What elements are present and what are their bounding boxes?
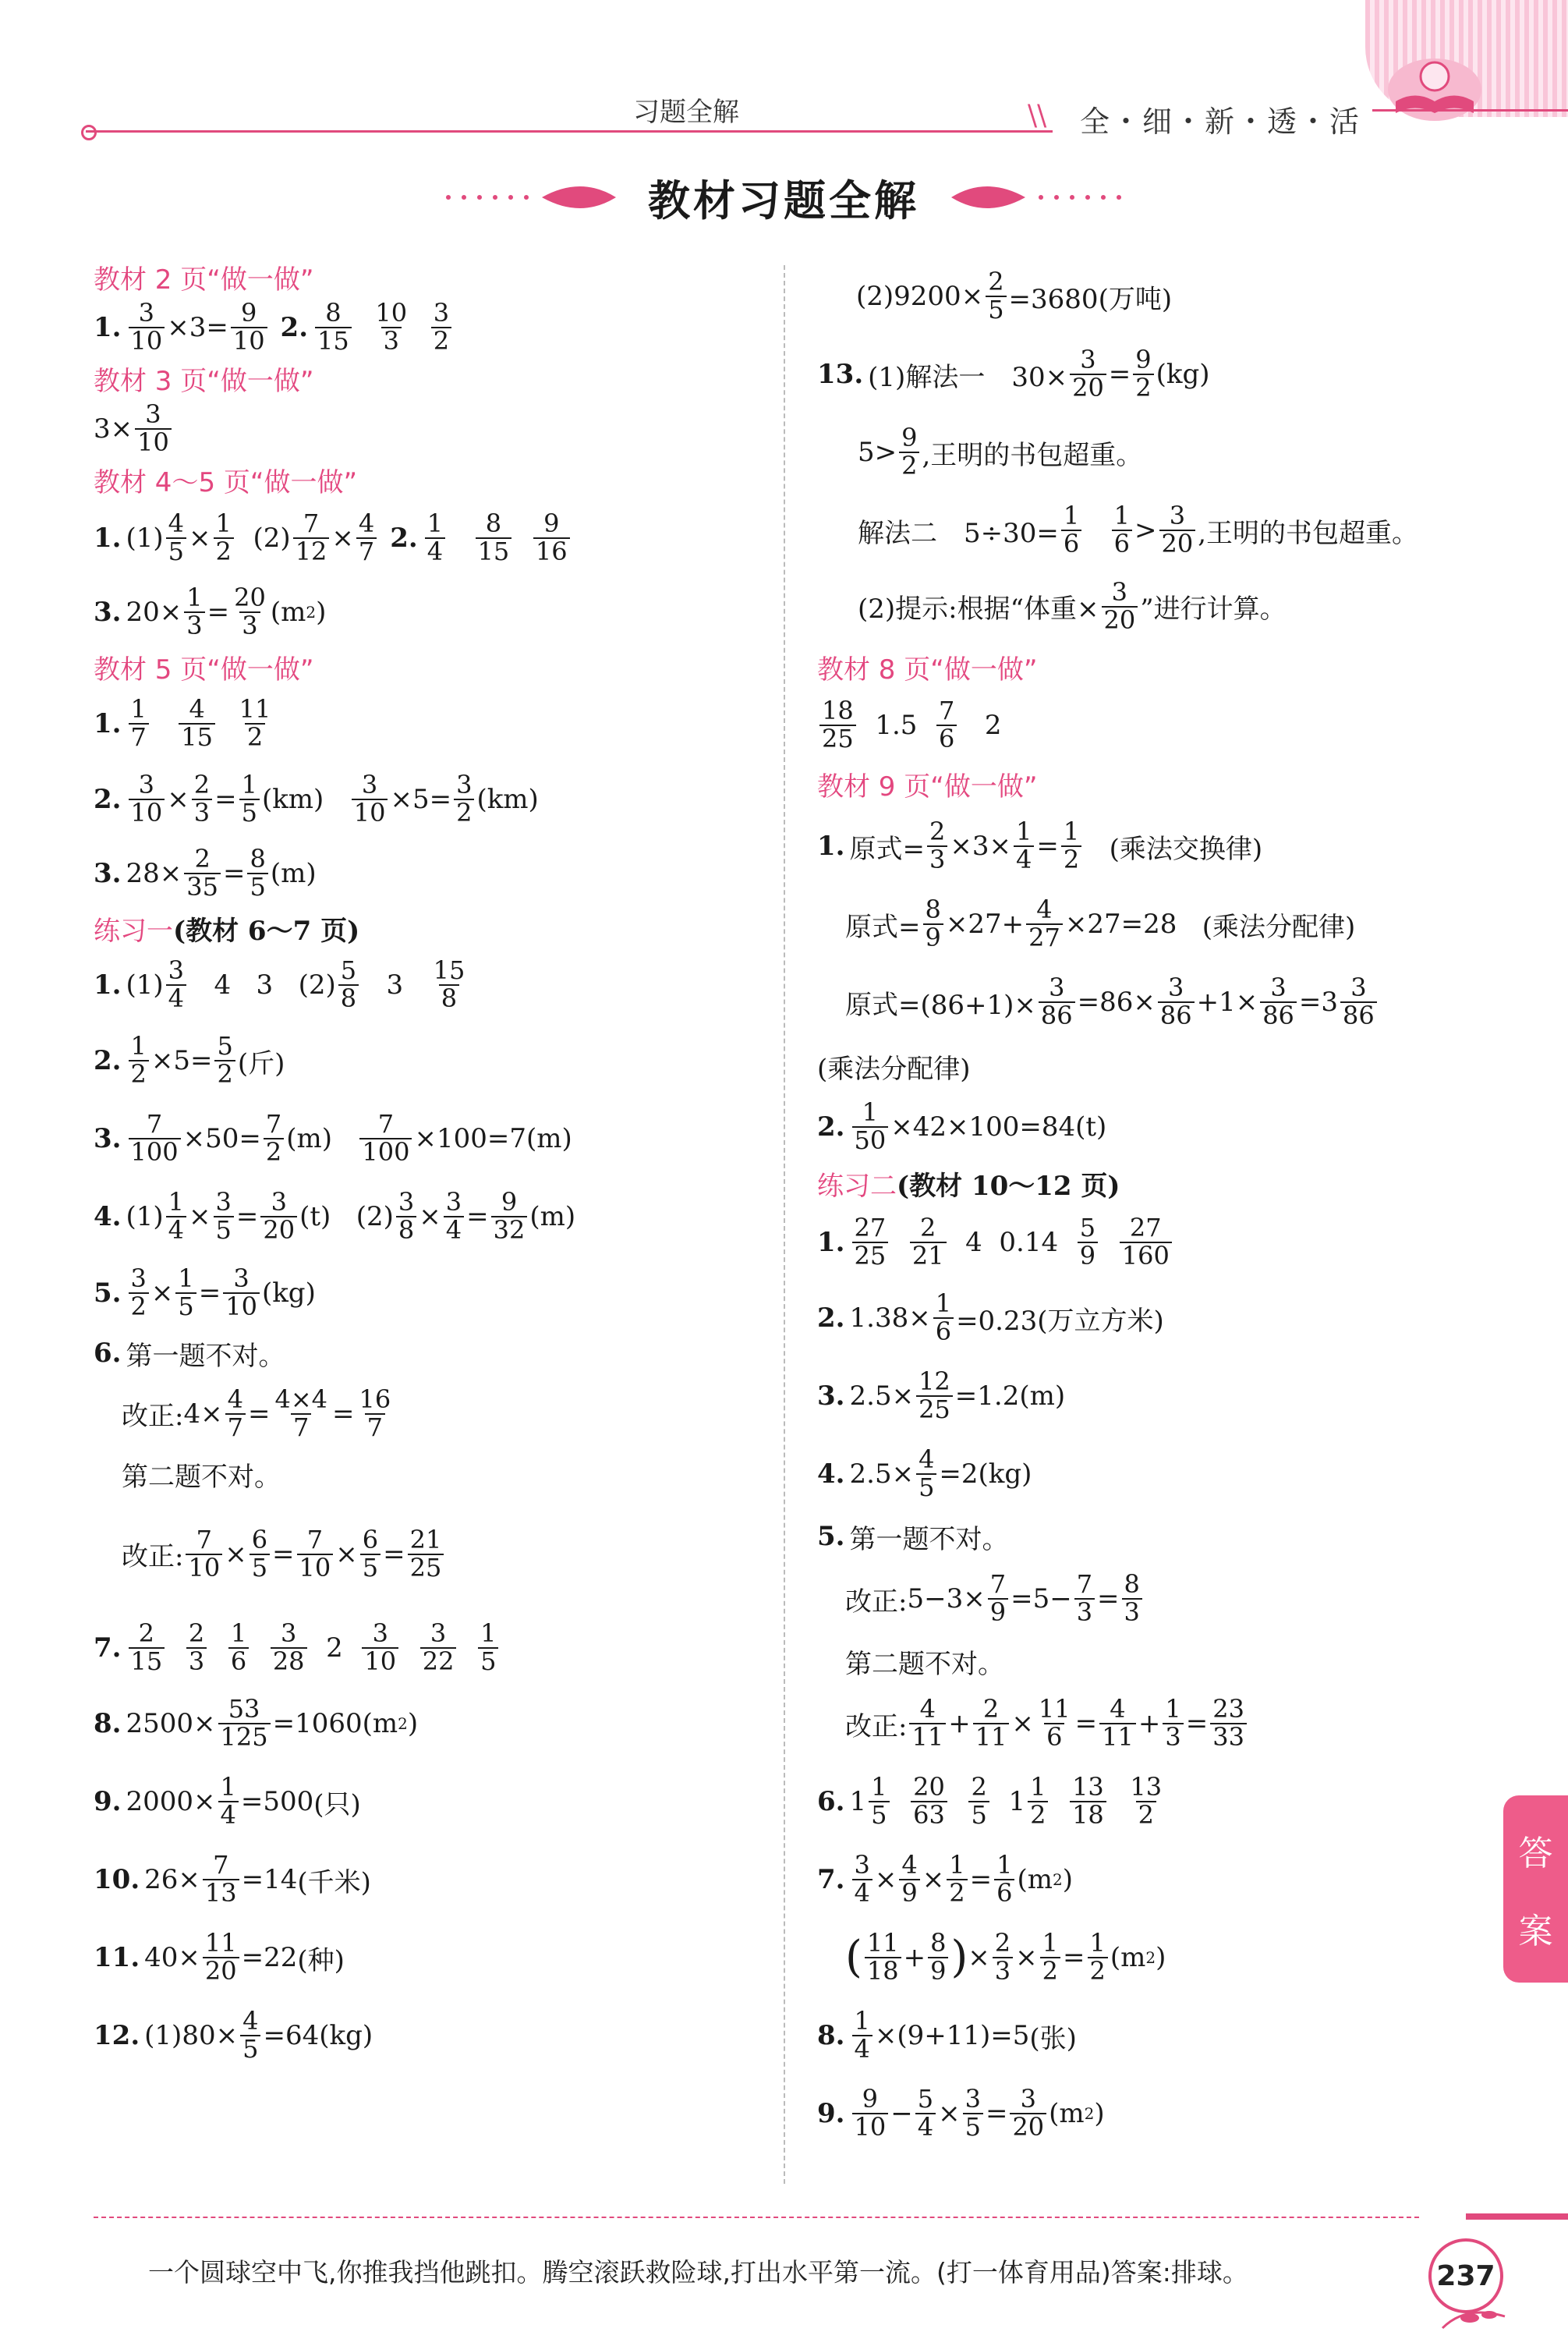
answer-line: 3. $\frac{7}{100}$ ×50= $\frac{7}{2}$ (m) $\frac{7}{100}$ ×100=7 (m) [94, 1109, 572, 1167]
section-heading: 教材 5 页“做一做” [94, 654, 314, 686]
left-column [94, 257, 764, 2075]
section-heading-line: 练习一 (教材 6～7 页) [94, 915, 360, 947]
answer-line: 2. $\frac{1}{50}$ ×42×100=84(t) [817, 1097, 1107, 1155]
section-heading-line: 练习二 (教材 10～12 页) [817, 1171, 1120, 1202]
answer-line: 3. 28× $\frac{2}{35}$ = $\frac{8}{5}$ (m) [94, 844, 317, 902]
answer-line: 11. 40× $\frac{11}{20}$ =22 (种) [94, 1928, 345, 1986]
tab-char: 答 [1518, 1834, 1553, 1873]
answer-line: 原式= $\frac{8}{9}$ ×27+ $\frac{4}{27}$ ×27=28 (乘法分配律) [845, 895, 1356, 952]
answer-line: 改正: 5−3× $\frac{7}{9}$ =5− $\frac{7}{3}$ = $\frac{8}{3}$ [817, 1560, 1488, 1638]
answer-line: 3. 20× $\frac{1}{3}$ = $\frac{20}{3}$ (m 2 ) [94, 583, 327, 640]
section-heading: 教材 3 页“做一做” [94, 365, 314, 397]
answer-line: 改正: $\frac{4}{11}$ + $\frac{2}{11}$ × $\frac{11}{6}$ = $\frac{4}{11}$ + $\frac{1}{3}$ = $\frac{23}{33}$ [817, 1685, 1488, 1763]
answer-line: 原式=(86+1)× $\frac{3}{86}$ =86× $\frac{3}{86}$ +1× $\frac{3}{86}$ =3 $\frac{3}{86}$ [817, 963, 1488, 1041]
answer-line: 4. (1) $\frac{1}{4}$ × $\frac{3}{5}$ = $\frac{3}{20}$ (t) (2) $\frac{3}{8}$ × $\frac{3}{4}$ = $\frac{9}{32}$ (m) [94, 1187, 576, 1245]
page-number: 237 [1428, 2238, 1503, 2313]
answer-line: 解法二 5÷30= $\frac{1}{6}$ $\frac{1}{6}$ > $\frac{3}{20}$ ,王明的书包超重。 [858, 501, 1419, 558]
answer-line: 1. (1) $\frac{4}{5}$ × $\frac{1}{2}$ (2) $\frac{7}{12}$ × $\frac{4}{7}$ 2. $\frac{1}{4}$ $\frac{8}{15}$ $\frac{9}{16}$ [94, 499, 764, 577]
answer-line: 2. 1.38× $\frac{1}{6}$ =0.23(万立方米) [817, 1288, 1164, 1346]
answer-line: (乘法分配律) [817, 1054, 971, 1085]
answer-line: 1. $\frac{27}{25}$ $\frac{2}{21}$ 4 0.14 $\frac{5}{9}$ $\frac{27}{160}$ [817, 1205, 1488, 1279]
answer-line: 1. $\frac{3}{10}$ ×3= $\frac{9}{10}$ 2. $\frac{8}{15}$ $\frac{10}{3}$ $\frac{3}{2}$ [94, 296, 764, 359]
answer-line: 8. 2500× $\frac{53}{125}$ =1060 (m 2 ) [94, 1694, 419, 1752]
right-column [817, 257, 1488, 2153]
answer-line: 9. 2000× $\frac{1}{4}$ =500 (只) [94, 1772, 361, 1830]
tab-char: 案 [1518, 1912, 1553, 1951]
answer-line: 1. $\frac{1}{7}$ $\frac{4}{15}$ $\frac{11}{2}$ [94, 693, 271, 752]
header-right-rule [1372, 109, 1568, 112]
answer-line: (2)9200× $\frac{2}{5}$ =3680(万吨) [856, 267, 1173, 324]
answer-line: 5. 第一题不对。 [817, 1521, 1009, 1555]
section-heading: 教材 2 页“做一做” [94, 264, 314, 296]
footer-rule [94, 2217, 1419, 2218]
answer-line: 第二题不对。 [122, 1461, 281, 1493]
slogan-slash-mark: \\ [1028, 100, 1047, 132]
answer-line: 12. (1) 80× $\frac{4}{5}$ =64 (kg) [94, 2006, 373, 2064]
answer-line: 4. 2.5× $\frac{4}{5}$ =2(kg) [817, 1444, 1032, 1502]
header-rule [86, 130, 1053, 133]
answer-side-tab [1503, 1795, 1568, 1983]
header-line-end-dot [81, 125, 97, 140]
answer-line: 2. $\frac{3}{10}$ × $\frac{2}{3}$ = $\frac{1}{5}$ (km) $\frac{3}{10}$ ×5= $\frac{3}{2}$ (km) [94, 770, 539, 828]
header-title: 习题全解 [633, 97, 739, 128]
answer-line: 7. $\frac{2}{15}$ $\frac{2}{3}$ $\frac{1}{6}$ $\frac{3}{28}$ 2 $\frac{3}{10}$ $\frac{3}{22}$ $\frac{1}{5}$ [94, 1611, 764, 1685]
answer-line: $\frac{18}{25}$ 1.5 $\frac{7}{6}$ 2 [817, 690, 1488, 760]
column-divider [784, 265, 785, 2184]
section-heading: 教材 4～5 页“做一做” [94, 466, 358, 498]
answer-line: 8. $\frac{1}{4}$ ×(9+11)=5 (张) [817, 2006, 1077, 2064]
answer-line: 第二题不对。 [845, 1648, 1004, 1680]
answer-line: 3. 2.5× $\frac{12}{25}$ =1.2(m) [817, 1366, 1066, 1424]
answer-line: 7. $\frac{3}{4}$ × $\frac{4}{9}$ × $\frac{1}{2}$ = $\frac{1}{6}$ (m 2 ) [817, 1850, 1073, 1908]
answer-line: 5> $\frac{9}{2}$ ,王明的书包超重。 [858, 423, 1143, 480]
header-slogan: 全・细・新・透・活 [1080, 105, 1361, 139]
section-heading: 教材 9 页“做一做” [817, 771, 1038, 803]
answer-line: 13. (1)解法一 30× $\frac{3}{20}$ = $\frac{9}{2}$ (kg) [817, 345, 1210, 402]
answer-line: 3× $\frac{3}{10}$ [94, 398, 764, 460]
footer-riddle: 一个圆球空中飞,你推我挡他跳扣。腾空滚跃救险球,打出水平第一流。(打一体育用品)答案:排球。 [148, 2257, 1248, 2288]
section-heading: 教材 8 页“做一做” [817, 654, 1038, 686]
answer-line: 9. $\frac{9}{10}$ − $\frac{5}{4}$ × $\frac{3}{5}$ = $\frac{3}{20}$ (m 2 ) [817, 2084, 1105, 2142]
answer-line: 6. 1 $\frac{1}{5}$ $\frac{20}{63}$ $\frac{2}{5}$ 1 $\frac{1}{2}$ $\frac{13}{18}$ $\frac{13}{2}$ [817, 1772, 1163, 1830]
answer-line: ( $\frac{11}{18}$ + $\frac{8}{9}$ ) × $\frac{2}{3}$ × $\frac{1}{2}$ = $\frac{1}{2}$ (m 2 ) [845, 1928, 1166, 1986]
answer-line: (2)提示:根据“体重× $\frac{3}{20}$ ”进行计算。 [858, 576, 1287, 635]
leaf-decoration-icon [1435, 2301, 1513, 2336]
answer-line: 5. $\frac{3}{2}$ × $\frac{1}{5}$ = $\frac{3}{10}$ (kg) [94, 1263, 316, 1321]
answer-line: 2. $\frac{1}{2}$ ×5= $\frac{5}{2}$ (斤) [94, 1031, 285, 1089]
answer-line: 改正: 4× $\frac{4}{7}$ = $\frac{4\times 4}{7}$ = $\frac{16}{7}$ [122, 1384, 391, 1442]
footer-accent-bar [1466, 2213, 1568, 2220]
answer-line: 1. (1) $\frac{3}{4}$ 4 3 (2) $\frac{5}{8}$ 3 $\frac{15}{8}$ [94, 955, 465, 1013]
answer-line: 1. 原式= $\frac{2}{3}$ ×3× $\frac{1}{4}$ = $\frac{1}{2}$ (乘法交换律) [817, 817, 1263, 874]
answer-line: 改正: $\frac{7}{10}$ × $\frac{6}{5}$ = $\frac{7}{10}$ × $\frac{6}{5}$ = $\frac{21}{25}$ [94, 1497, 764, 1611]
section-banner-title: 教材习题全解 [648, 176, 919, 225]
answer-line: 10. 26× $\frac{7}{13}$ =14 (千米) [94, 1850, 371, 1908]
open-book-logo-icon [1384, 47, 1485, 125]
answer-line: 6. 第一题不对。 [94, 1338, 285, 1372]
